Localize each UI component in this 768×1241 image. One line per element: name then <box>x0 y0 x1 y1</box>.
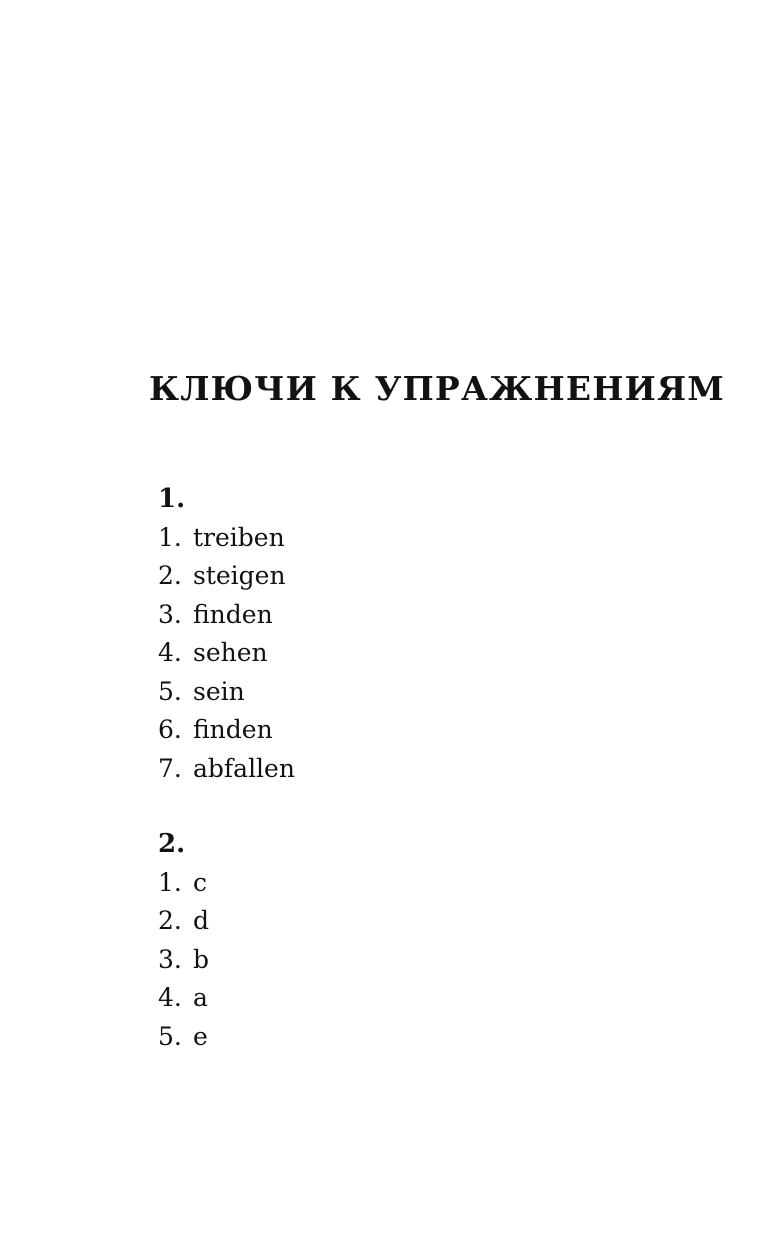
exercise-1-number: 1. <box>158 484 186 514</box>
item-number: 4. <box>158 983 182 1012</box>
exercise-2-answer-list <box>158 864 209 1057</box>
list-item <box>158 711 295 750</box>
item-number: 1. <box>158 867 182 897</box>
item-number: 7. <box>158 753 182 783</box>
item-number: 4. <box>158 638 182 667</box>
item-text: sein <box>193 676 245 706</box>
list-item <box>158 673 295 712</box>
exercise-1 <box>158 480 295 788</box>
exercise-2-number: 2. <box>158 829 186 859</box>
item-number: 5. <box>158 1021 182 1051</box>
list-item <box>158 750 295 789</box>
list-item <box>158 634 295 673</box>
item-text: abfallen <box>193 753 295 783</box>
item-number: 6. <box>158 715 182 744</box>
list-item <box>158 557 295 596</box>
list-item <box>158 1018 209 1057</box>
exercise-2 <box>158 825 209 1056</box>
list-item <box>158 941 209 980</box>
item-number: 2. <box>158 906 182 935</box>
item-text: steigen <box>193 561 286 590</box>
exercise-1-answer-list <box>158 519 295 789</box>
page-title: КЛЮЧИ К УПРАЖНЕНИЯМ <box>149 369 726 408</box>
item-text: b <box>193 944 210 974</box>
list-item <box>158 979 209 1018</box>
item-number: 5. <box>158 676 182 706</box>
item-text: finden <box>193 715 273 744</box>
item-text: treiben <box>193 522 285 552</box>
item-number: 1. <box>158 522 182 552</box>
item-number: 2. <box>158 561 182 590</box>
item-number: 3. <box>158 599 182 629</box>
item-text: d <box>193 906 210 935</box>
item-number: 3. <box>158 944 182 974</box>
item-text: finden <box>193 599 273 629</box>
list-item <box>158 596 295 635</box>
list-item <box>158 519 295 558</box>
list-item <box>158 864 209 903</box>
item-text: e <box>193 1021 208 1051</box>
item-text: sehen <box>193 638 268 667</box>
item-text: a <box>193 983 208 1012</box>
item-text: c <box>193 867 208 897</box>
list-item <box>158 902 209 941</box>
